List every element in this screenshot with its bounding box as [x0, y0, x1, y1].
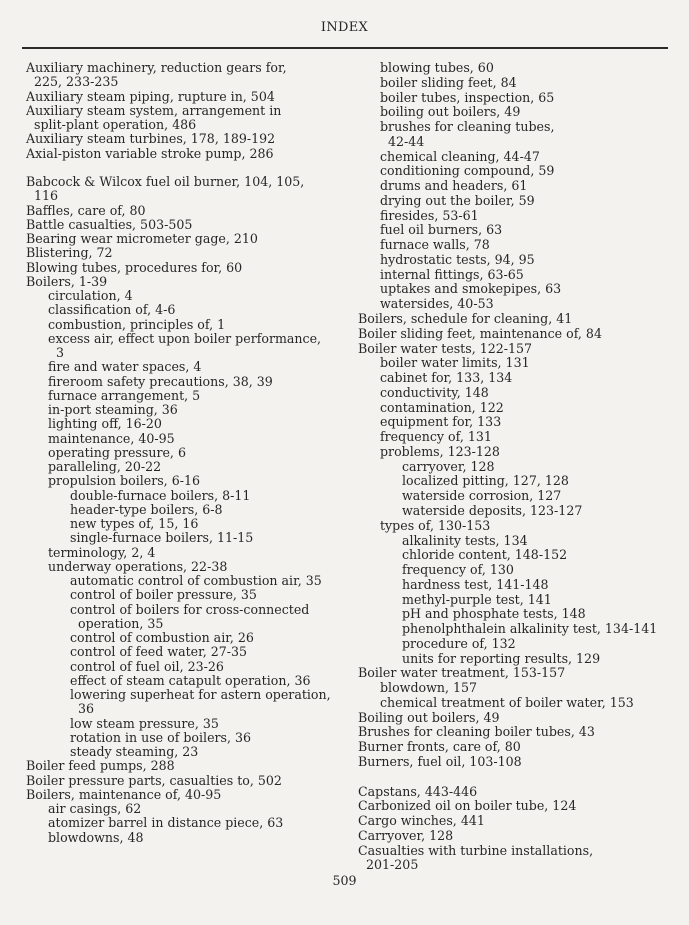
- index-entry-continuation: 201-205: [366, 857, 419, 873]
- index-entry: Boilers, 1-39: [26, 273, 108, 289]
- index-entry: Boiler feed pumps, 288: [26, 758, 175, 774]
- index-entry: Auxiliary steam piping, rupture in, 504: [26, 88, 275, 104]
- index-entry: contamination, 122: [380, 399, 504, 415]
- index-entry: combustion, principles of, 1: [48, 316, 226, 332]
- index-entry: control of combustion air, 26: [70, 630, 254, 645]
- index-entry-continuation: operation, 35: [78, 615, 164, 631]
- index-entry: effect of steam catapult operation, 36: [70, 672, 311, 688]
- index-entry: Carbonized oil on boiler tube, 124: [358, 798, 577, 814]
- index-entry: types of, 130-153: [380, 517, 491, 533]
- header-rule: [22, 47, 668, 49]
- index-entry: internal fittings, 63-65: [380, 266, 524, 282]
- index-entry: circulation, 4: [48, 288, 133, 303]
- index-entry: excess air, effect upon boiler performance,: [48, 330, 322, 346]
- index-entry: furnace walls, 78: [380, 237, 490, 253]
- index-entry: brushes for cleaning tubes,: [380, 119, 555, 135]
- index-entry: units for reporting results, 129: [402, 650, 601, 666]
- index-entry: frequency of, 131: [380, 429, 492, 445]
- page-number: 509: [332, 873, 357, 888]
- index-entry: chemical treatment of boiler water, 153: [380, 694, 634, 710]
- index-entry: Cargo winches, 441: [358, 813, 485, 829]
- index-entry: blowdown, 157: [380, 680, 478, 696]
- index-entry: carryover, 128: [402, 458, 495, 474]
- index-entry: Capstans, 443-446: [358, 783, 478, 799]
- index-entry: low steam pressure, 35: [70, 715, 219, 731]
- index-entry: fuel oil burners, 63: [380, 222, 503, 238]
- index-entry: methyl-purple test, 141: [402, 591, 552, 607]
- index-entry: phenolphthalein alkalinity test, 134-141: [402, 621, 658, 637]
- index-entry: steady steaming, 23: [70, 744, 199, 759]
- index-entry: Boiler water treatment, 153-157: [358, 665, 566, 681]
- index-entry: rotation in use of boilers, 36: [70, 729, 252, 745]
- index-entry: waterside deposits, 123-127: [402, 502, 583, 518]
- index-entry: Burners, fuel oil, 103-108: [358, 753, 522, 769]
- index-entry: control of fuel oil, 23-26: [70, 658, 224, 674]
- index-entry: Auxiliary steam turbines, 178, 189-192: [26, 131, 276, 147]
- index-entry: procedure of, 132: [402, 635, 516, 651]
- index-entry: waterside corrosion, 127: [402, 488, 562, 504]
- index-entry-continuation: split-plant operation, 486: [34, 117, 197, 132]
- index-entry: boiler tubes, inspection, 65: [380, 89, 555, 105]
- index-entry: Carryover, 128: [358, 827, 454, 843]
- index-entry: Boiler sliding feet, maintenance of, 84: [358, 325, 602, 341]
- index-entry: Bearing wear micrometer gage, 210: [26, 231, 258, 246]
- index-entry-continuation: 42-44: [388, 133, 425, 149]
- index-entry-continuation: 3: [56, 345, 65, 360]
- index-entry: underway operations, 22-38: [48, 558, 228, 574]
- index-entry: Battle casualties, 503-505: [26, 216, 193, 232]
- index-entry: hydrostatic tests, 94, 95: [380, 251, 535, 267]
- index-entry: hardness test, 141-148: [402, 576, 549, 592]
- index-entry: chemical cleaning, 44-47: [380, 148, 540, 164]
- index-entry: paralleling, 20-22: [48, 459, 162, 474]
- index-entry: Burner fronts, care of, 80: [358, 739, 521, 755]
- index-entry: Baffles, care of, 80: [26, 202, 146, 218]
- index-entry: Boiler pressure parts, casualties to, 502: [26, 772, 282, 788]
- index-entry: chloride content, 148-152: [402, 547, 568, 563]
- index-entry: firesides, 53-61: [380, 207, 479, 223]
- index-entry: Boiler water tests, 122-157: [358, 340, 533, 356]
- index-entry: control of boilers for cross-connected: [70, 601, 310, 617]
- index-entry: operating pressure, 6: [48, 444, 186, 460]
- index-entry: Boilers, schedule for cleaning, 41: [358, 311, 573, 327]
- page-header-title: INDEX: [320, 20, 369, 35]
- index-entry: control of feed water, 27-35: [70, 644, 248, 660]
- index-entry: alkalinity tests, 134: [402, 532, 528, 548]
- index-column-left: [26, 61, 331, 845]
- index-entry: Boiling out boilers, 49: [358, 709, 500, 725]
- index-entry: atomizer barrel in distance piece, 63: [48, 815, 284, 831]
- index-entry: lowering superheat for astern operation,: [70, 687, 331, 702]
- blank-line: [358, 770, 657, 785]
- index-entry: air casings, 62: [48, 801, 142, 816]
- index-entry: drying out the boiler, 59: [380, 192, 535, 208]
- index-entry: fire and water spaces, 4: [48, 359, 202, 375]
- index-entry: header-type boilers, 6-8: [70, 501, 223, 517]
- index-entry: fireroom safety precautions, 38, 39: [48, 373, 273, 389]
- index-entry: Axial-piston variable stroke pump, 286: [26, 145, 274, 161]
- index-entry: single-furnace boilers, 11-15: [70, 530, 254, 546]
- index-entry-continuation: 225, 233-235: [34, 74, 119, 90]
- index-entry: automatic control of combustion air, 35: [70, 573, 322, 588]
- index-entry: blowing tubes, 60: [380, 60, 494, 75]
- index-entry: propulsion boilers, 6-16: [48, 473, 200, 489]
- index-entry: Babcock & Wilcox fuel oil burner, 104, 105,: [26, 174, 305, 189]
- index-column-right: [358, 61, 657, 873]
- index-entry-continuation: 116: [34, 188, 59, 204]
- index-entry: in-port steaming, 36: [48, 402, 178, 417]
- index-entry: Boilers, maintenance of, 40-95: [26, 786, 222, 802]
- index-entry: lighting off, 16-20: [48, 416, 162, 432]
- index-entry: terminology, 2, 4: [48, 544, 156, 560]
- index-entry: uptakes and smokepipes, 63: [380, 281, 562, 297]
- blank-line: [26, 161, 331, 175]
- index-entry: conditioning compound, 59: [380, 163, 555, 179]
- index-entry: furnace arrangement, 5: [48, 387, 201, 403]
- index-entry: Auxiliary machinery, reduction gears for,: [26, 60, 287, 75]
- index-entry: Blistering, 72: [26, 245, 113, 261]
- index-entry: classification of, 4-6: [48, 302, 176, 318]
- index-entry: boiler sliding feet, 84: [380, 74, 517, 90]
- index-entry: conductivity, 148: [380, 384, 489, 400]
- index-entry: drums and headers, 61: [380, 178, 528, 194]
- index-entry: new types of, 15, 16: [70, 516, 199, 531]
- index-entry: boiling out boilers, 49: [380, 104, 521, 120]
- index-entry: blowdowns, 48: [48, 829, 144, 845]
- index-entry: pH and phosphate tests, 148: [402, 606, 586, 622]
- index-entry: Auxiliary steam system, arrangement in: [26, 102, 282, 118]
- index-entry: control of boiler pressure, 35: [70, 587, 257, 603]
- index-entry: double-furnace boilers, 8-11: [70, 487, 251, 503]
- index-entry: cabinet for, 133, 134: [380, 370, 513, 386]
- index-entry: equipment for, 133: [380, 414, 502, 430]
- index-entry: Brushes for cleaning boiler tubes, 43: [358, 724, 595, 740]
- index-entry: boiler water limits, 131: [380, 355, 530, 371]
- index-entry: problems, 123-128: [380, 443, 500, 459]
- index-entry: watersides, 40-53: [380, 296, 494, 312]
- index-entry-continuation: 36: [78, 701, 95, 717]
- index-entry: localized pitting, 127, 128: [402, 473, 569, 489]
- index-entry: maintenance, 40-95: [48, 430, 175, 446]
- index-entry: Casualties with turbine installations,: [358, 842, 594, 858]
- index-entry: Blowing tubes, procedures for, 60: [26, 259, 243, 275]
- index-entry: frequency of, 130: [402, 562, 514, 578]
